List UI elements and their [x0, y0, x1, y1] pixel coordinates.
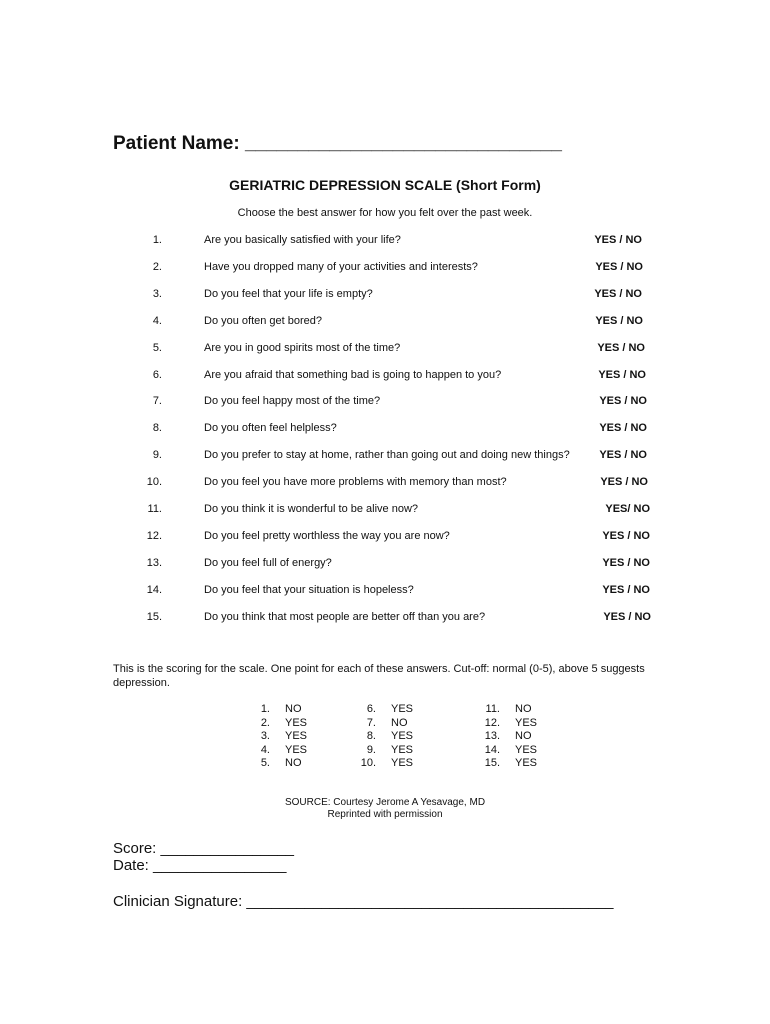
question-row [0, 584, 770, 600]
scoring-key-answer: YES [391, 757, 414, 769]
question-number: 15. [146, 610, 162, 623]
scoring-key-answer: YES [285, 716, 308, 729]
scoring-key-answer: YES [285, 730, 308, 742]
question-text: Are you in good spirits most of the time? [204, 341, 401, 354]
scoring-key-item [470, 717, 537, 731]
answer-choice[interactable]: YES / NO [602, 556, 650, 569]
question-row [0, 342, 770, 358]
question-text: Do you think that most people are better off than you are? [204, 610, 486, 623]
scoring-key-item [346, 757, 413, 771]
scoring-key-number: 9. [366, 743, 376, 756]
scoring-key-number: 15. [484, 757, 500, 769]
answer-choice[interactable]: YES / NO [598, 368, 646, 381]
scoring-key-answer: YES [391, 730, 414, 742]
question-row [0, 557, 770, 573]
scoring-key-answer: NO [515, 703, 532, 715]
patient-name-field[interactable]: Patient Name: ______________________________ [113, 133, 562, 154]
question-text: Have you dropped many of your activities and interests? [204, 260, 478, 273]
question-row [0, 315, 770, 331]
question-number: 4. [152, 314, 162, 327]
answer-choice[interactable]: YES / NO [597, 341, 645, 354]
question-text: Are you afraid that something bad is going to happen to you? [204, 368, 502, 381]
answer-choice[interactable]: YES / NO [595, 314, 643, 327]
question-number: 8. [152, 422, 162, 435]
scoring-key-number: 10. [360, 757, 376, 769]
question-row [0, 476, 770, 492]
question-row [0, 234, 770, 250]
scoring-key-number: 4. [260, 743, 270, 756]
source-credit [0, 797, 770, 821]
scoring-key-answer: YES [285, 743, 308, 756]
scoring-key-answer: YES [391, 743, 414, 756]
question-number: 2. [152, 260, 162, 273]
scoring-key-answer: NO [515, 730, 532, 742]
question-row [0, 611, 770, 627]
permission-line: Reprinted with permission [327, 809, 443, 820]
scoring-key-number: 7. [366, 716, 376, 729]
scoring-key-column-3 [470, 703, 537, 771]
scoring-key-item [346, 744, 413, 758]
scoring-key-number: 1. [260, 703, 270, 715]
question-text: Do you feel you have more problems with memory than most? [204, 476, 507, 489]
answer-choice[interactable]: YES / NO [602, 583, 650, 596]
question-text: Do you prefer to stay at home, rather than going out and doing new things? [204, 449, 570, 462]
scoring-key-answer: YES [515, 757, 538, 769]
question-number: 9. [152, 449, 162, 462]
answer-choice[interactable]: YES/ NO [605, 503, 650, 515]
question-row [0, 422, 770, 438]
scoring-key-item [470, 757, 537, 771]
question-text: Do you often feel helpless? [204, 422, 337, 435]
question-row [0, 261, 770, 277]
scoring-key-answer: YES [515, 743, 538, 756]
scoring-key-item [470, 730, 537, 744]
question-text: Are you basically satisfied with your life? [204, 234, 401, 246]
clinician-signature-field[interactable]: Clinician Signature: ____________________________________________ [113, 893, 614, 910]
scoring-key-number: 12. [484, 716, 500, 729]
question-number: 12. [146, 529, 162, 542]
question-number: 1. [152, 234, 162, 246]
answer-choice[interactable]: YES / NO [599, 395, 647, 408]
question-text: Do you feel that your situation is hopeless? [204, 583, 414, 596]
question-row [0, 503, 770, 519]
question-number: 6. [152, 368, 162, 381]
scoring-key-item [240, 757, 307, 771]
scoring-key-number: 11. [485, 703, 500, 715]
scoring-key-item [240, 730, 307, 744]
scoring-key-answer: NO [285, 703, 302, 715]
answer-choice[interactable]: YES / NO [603, 610, 651, 623]
scoring-key-item [346, 730, 413, 744]
scoring-key-number: 5. [260, 757, 270, 769]
question-number: 7. [152, 395, 162, 408]
question-number: 3. [152, 287, 162, 300]
answer-choice[interactable]: YES / NO [595, 260, 643, 273]
question-number: 13. [146, 556, 162, 569]
source-line: SOURCE: Courtesy Jerome A Yesavage, MD [284, 797, 486, 808]
question-text: Do you think it is wonderful to be alive now? [204, 503, 419, 515]
answer-choice[interactable]: YES / NO [600, 476, 648, 489]
question-text: Do you feel full of energy? [204, 556, 332, 569]
answer-choice[interactable]: YES / NO [599, 449, 647, 462]
question-number: 10. [146, 476, 162, 489]
scoring-key-answer: NO [285, 757, 302, 769]
scoring-key-number: 6. [366, 703, 376, 715]
scoring-key-number: 2. [260, 716, 270, 729]
score-field[interactable]: Score: ________________ [113, 840, 294, 857]
scoring-key-item [346, 703, 413, 717]
answer-choice[interactable]: YES / NO [594, 287, 642, 300]
scoring-key-answer: YES [391, 703, 414, 715]
scoring-key-item [240, 703, 307, 717]
form-instruction: Choose the best answer for how you felt over the past week. [237, 207, 533, 219]
question-row [0, 369, 770, 385]
question-text: Do you often get bored? [204, 314, 323, 327]
scoring-key-column-2 [346, 703, 413, 771]
scoring-key-item [470, 744, 537, 758]
answer-choice[interactable]: YES / NO [602, 529, 650, 542]
scoring-key-item [470, 703, 537, 717]
answer-choice[interactable]: YES / NO [594, 234, 642, 246]
scoring-key-item [240, 744, 307, 758]
question-number: 5. [152, 341, 162, 354]
scoring-intro: This is the scoring for the scale. One point for each of these answers. Cut-off: normal (0-5), above 5 suggests depression. [113, 663, 645, 689]
scoring-key-column-1 [240, 703, 307, 771]
scoring-key-number: 14. [484, 743, 500, 756]
scoring-key-number: 8. [366, 730, 376, 742]
scoring-key-item [240, 717, 307, 731]
question-row [0, 288, 770, 304]
form-title: GERIATRIC DEPRESSION SCALE (Short Form) [229, 177, 541, 193]
question-text: Do you feel pretty worthless the way you are now? [204, 529, 450, 542]
scoring-key-answer: YES [515, 716, 538, 729]
question-row [0, 530, 770, 546]
question-text: Do you feel happy most of the time? [204, 395, 381, 408]
scoring-key-item [346, 717, 413, 731]
question-row [0, 395, 770, 411]
question-number: 14. [146, 583, 162, 596]
question-number: 11. [147, 503, 162, 515]
date-field[interactable]: Date: ________________ [113, 857, 287, 874]
scoring-key-answer: NO [391, 716, 408, 729]
scoring-key-number: 3. [260, 730, 270, 742]
scoring-key-number: 13. [484, 730, 500, 742]
question-text: Do you feel that your life is empty? [204, 287, 373, 300]
answer-choice[interactable]: YES / NO [599, 422, 647, 435]
question-row [0, 449, 770, 465]
